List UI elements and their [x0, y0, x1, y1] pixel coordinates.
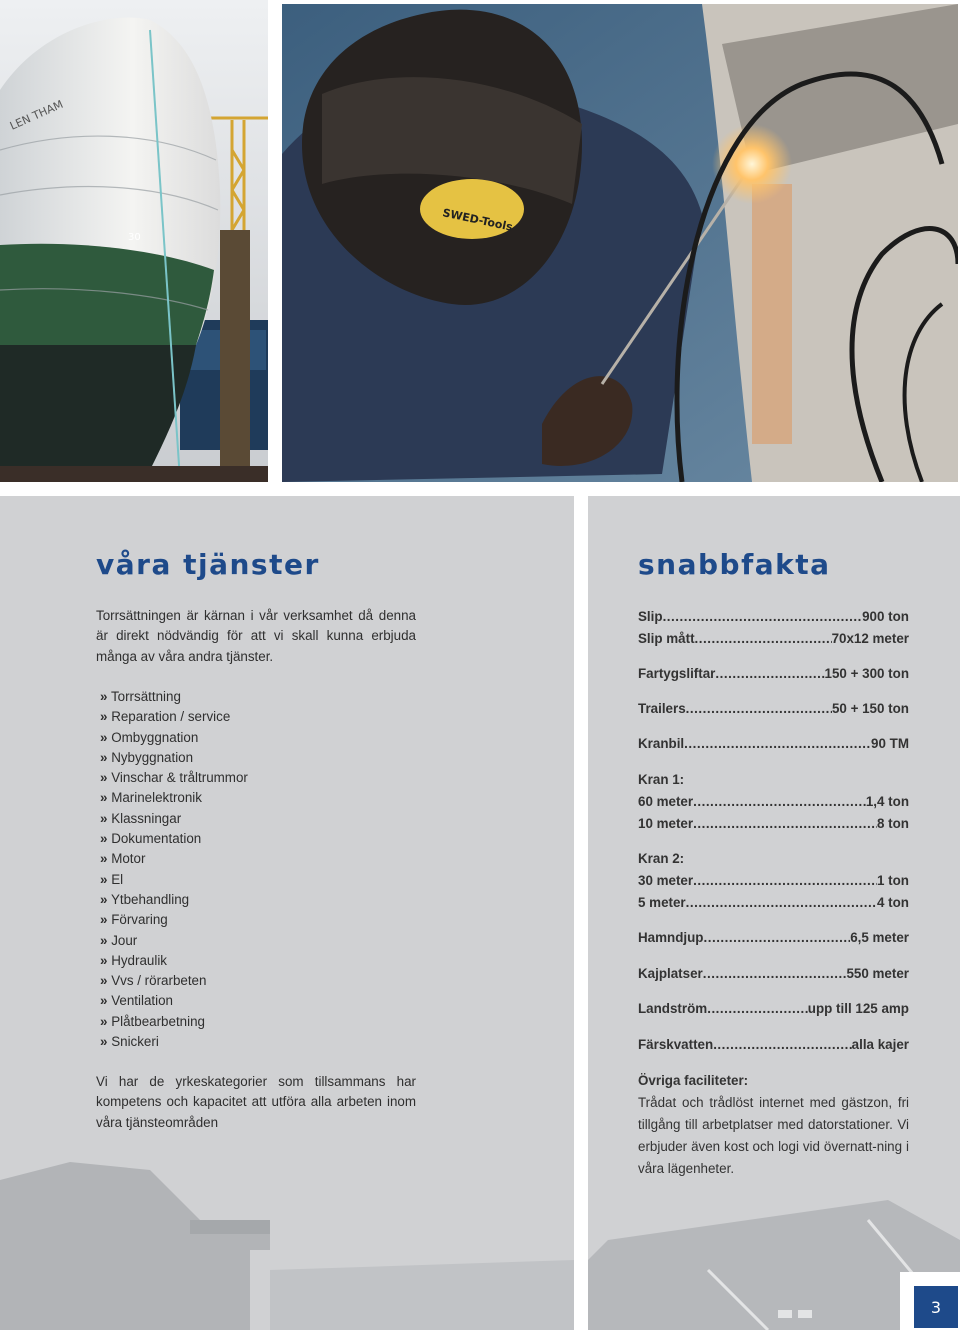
fact-shore-power — [638, 998, 909, 1020]
service-label: Nybyggnation — [111, 749, 194, 765]
fact-value: 90 TM — [871, 736, 909, 751]
service-list-item — [100, 728, 248, 748]
bullet-marker: » — [100, 770, 108, 786]
service-label: Klassningar — [111, 810, 182, 826]
dot-leader — [663, 606, 863, 628]
service-label: Hydraulik — [111, 952, 167, 968]
crane1-label: Kran 1: — [638, 772, 685, 787]
fact-value: 900 ton — [862, 609, 909, 624]
shore-power-facts — [638, 998, 909, 1020]
service-list-item — [100, 1012, 248, 1032]
service-label: Marinelektronik — [111, 790, 202, 806]
service-list-item — [100, 829, 248, 849]
service-list-item — [100, 809, 248, 829]
fact-crane1-row — [638, 813, 909, 835]
services-heading: våra tjänster — [96, 548, 320, 581]
ship-name-text: LEN THAM — [7, 97, 66, 133]
facts-panel — [588, 496, 960, 1330]
slip-facts — [638, 606, 909, 650]
harbor-depth-facts — [638, 927, 909, 949]
fact-value: 150 + 300 ton — [824, 666, 909, 681]
welder-photo — [282, 4, 958, 482]
fact-crane2-row — [638, 892, 909, 914]
crane2-facts — [638, 848, 909, 914]
service-label: Torrsättning — [110, 689, 181, 704]
fact-trailers — [638, 698, 909, 720]
bullet-marker: » — [100, 973, 108, 989]
service-list-item — [100, 687, 248, 707]
dot-leader — [707, 998, 808, 1020]
hull-number-text: 30 — [128, 232, 141, 243]
fact-value: 1 ton — [877, 873, 909, 888]
service-list-item — [100, 870, 248, 890]
fresh-water-facts — [638, 1034, 909, 1056]
service-label: Dokumentation — [111, 831, 202, 847]
quay-facts — [638, 963, 909, 985]
facilities-block — [638, 1070, 909, 1180]
facilities-text: Trådat och trådlöst internet med gästzon, fri tillgång till arbetplatser med datorstationer. Vi erbjuder även kost och logi vid övernatt-ning i våra lägenheter. — [638, 1095, 909, 1176]
dot-leader — [693, 813, 877, 835]
dot-leader — [693, 870, 877, 892]
fact-harbor-depth — [638, 927, 909, 949]
fact-label: Slip mått — [638, 631, 695, 646]
services-list — [100, 687, 248, 1052]
bullet-marker: » — [100, 871, 108, 887]
service-label: Jour — [111, 932, 138, 948]
fact-label: Färskvatten — [638, 1037, 714, 1052]
ship-lift-facts — [638, 663, 909, 685]
fact-label: Slip — [638, 609, 663, 624]
bullet-marker: » — [100, 790, 108, 806]
fact-crane-truck — [638, 733, 909, 755]
dot-leader — [703, 927, 850, 949]
fact-value: 50 + 150 ton — [831, 701, 909, 716]
dot-leader — [686, 892, 877, 914]
facilities-label: Övriga faciliteter: — [638, 1073, 749, 1088]
bullet-marker: » — [100, 749, 108, 765]
crane1-facts — [638, 769, 909, 835]
services-outro-text: Vi har de yrkeskategorier som tillsammans har kompetens och kapacitet att utföra alla arbeten inom våra tjänsteområden — [96, 1074, 416, 1130]
fact-crane1-row — [638, 791, 909, 813]
fact-label: 30 meter — [638, 873, 694, 888]
fact-ship-lift — [638, 663, 909, 685]
service-list-item — [100, 951, 248, 971]
dot-leader — [713, 1034, 851, 1056]
fact-value: 1,4 ton — [865, 794, 909, 809]
bullet-marker: » — [100, 891, 108, 907]
service-label: Plåtbearbetning — [111, 1013, 205, 1029]
fact-value: upp till 125 amp — [807, 1001, 909, 1016]
fact-value: 550 meter — [846, 966, 909, 981]
service-label: Ombyggnation — [111, 729, 199, 745]
dot-leader — [684, 733, 871, 755]
service-list-item — [100, 991, 248, 1011]
fact-value: 8 ton — [877, 816, 909, 831]
bullet-marker: » — [100, 993, 108, 1009]
service-label: El — [111, 871, 124, 887]
fact-label: Kranbil — [638, 736, 685, 751]
service-label: Ventilation — [111, 993, 173, 1009]
dot-leader — [693, 791, 866, 813]
ship-photo — [0, 0, 268, 482]
fact-label: Fartygsliftar — [638, 666, 716, 681]
service-label: Vinschar & tråltrummor — [111, 770, 248, 786]
facts-heading: snabbfakta — [638, 548, 831, 581]
shipyard-silhouette — [0, 1160, 574, 1330]
service-list-item — [100, 768, 248, 788]
fact-quay — [638, 963, 909, 985]
fact-label: Trailers — [638, 701, 686, 716]
fact-slip — [638, 606, 909, 628]
service-list-item — [100, 707, 248, 727]
service-label: Motor — [111, 851, 146, 867]
dot-leader — [703, 963, 847, 985]
dot-leader — [686, 698, 832, 720]
fact-value: 70x12 meter — [831, 631, 909, 646]
service-label: Vvs / rörarbeten — [111, 973, 207, 989]
fact-label: Landström — [638, 1001, 708, 1016]
service-list-item — [100, 849, 248, 869]
bullet-marker: » — [100, 729, 108, 745]
service-label: Snickeri — [111, 1034, 159, 1050]
dot-leader — [695, 628, 832, 650]
fact-label: Hamndjup — [638, 930, 704, 945]
fact-label: 10 meter — [638, 816, 694, 831]
bullet-marker: » — [100, 1013, 108, 1029]
fact-label: 60 meter — [638, 794, 694, 809]
fact-label: 5 meter — [638, 895, 686, 910]
service-list-item — [100, 788, 248, 808]
page-number: 3 — [914, 1286, 958, 1328]
service-list-item — [100, 748, 248, 768]
fact-value: 6,5 meter — [850, 930, 909, 945]
bullet-marker: » — [100, 1034, 108, 1050]
fact-value: 4 ton — [877, 895, 909, 910]
crane-truck-facts — [638, 733, 909, 755]
bullet-marker: » — [100, 810, 108, 826]
bullet-marker: » — [100, 851, 108, 867]
service-label: Förvaring — [111, 912, 168, 928]
service-list-item — [100, 931, 248, 951]
fact-crane2-row — [638, 870, 909, 892]
service-list-item — [100, 1032, 248, 1052]
bullet-marker: » — [100, 952, 108, 968]
service-label: Reparation / service — [111, 709, 231, 725]
bullet-marker: » — [100, 709, 108, 725]
bullet-marker: » — [100, 689, 108, 704]
crane2-label: Kran 2: — [638, 851, 685, 866]
services-panel — [0, 496, 574, 1330]
fact-value: alla kajer — [851, 1037, 909, 1052]
bullet-marker: » — [100, 912, 108, 928]
fact-fresh-water — [638, 1034, 909, 1056]
fact-slip-size — [638, 628, 909, 650]
helmet-brand-text: SWED-Tools — [441, 206, 514, 234]
dot-leader — [715, 663, 824, 685]
fact-label: Kajplatser — [638, 966, 703, 981]
service-list-item — [100, 910, 248, 930]
trailers-facts — [638, 698, 909, 720]
service-list-item — [100, 971, 248, 991]
bullet-marker: » — [100, 932, 108, 948]
services-intro-text: Torrsättningen är kärnan i vår verksamhet då denna är direkt nödvändig för att vi skall kunna erbjuda många av våra andra tjänster. — [96, 608, 416, 664]
service-label: Ytbehandling — [110, 891, 190, 907]
service-list-item — [100, 890, 248, 910]
bullet-marker: » — [100, 831, 108, 847]
